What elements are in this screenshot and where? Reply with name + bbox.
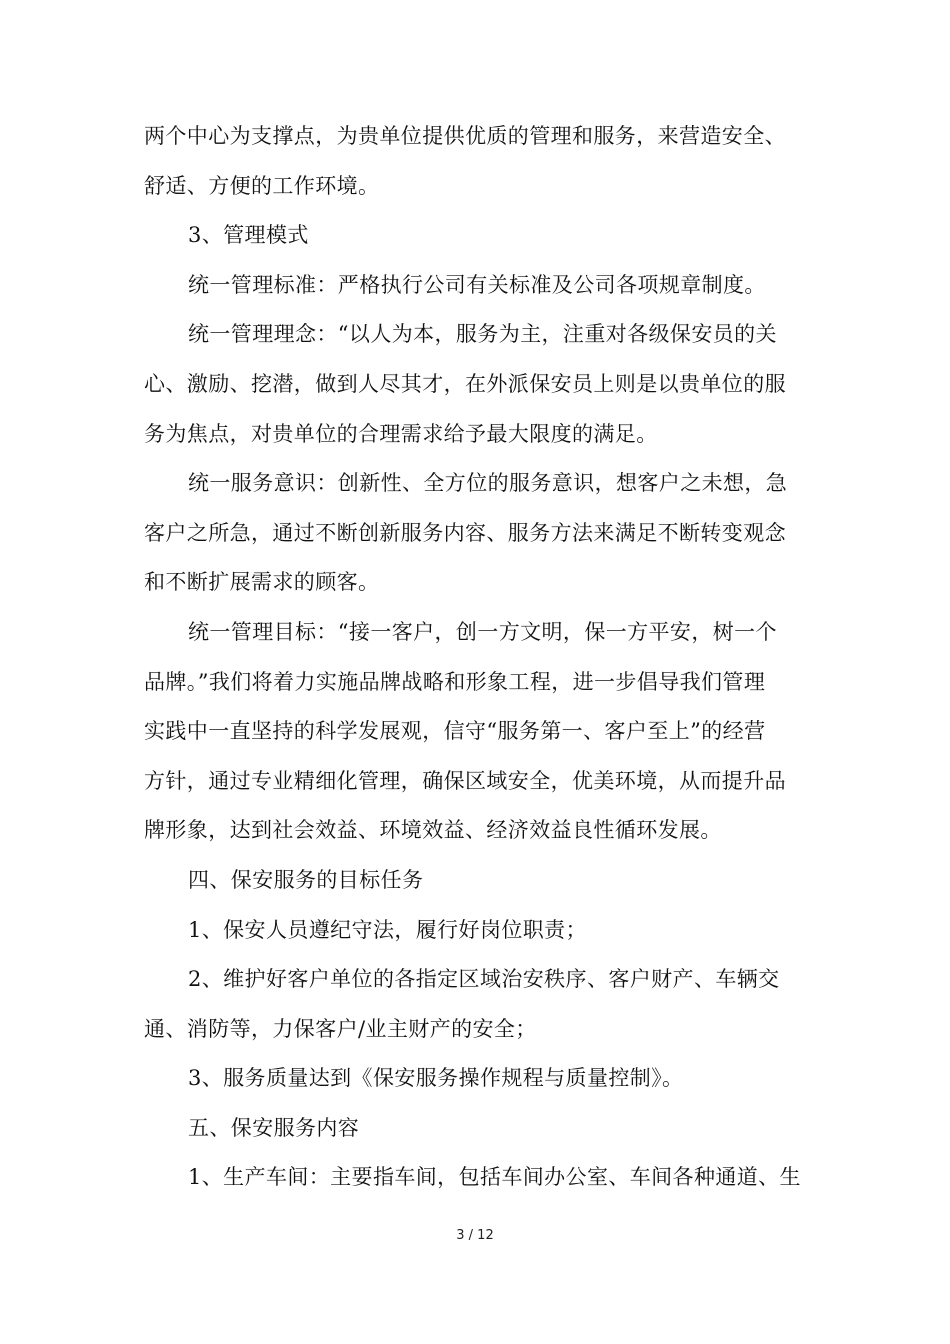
text-line: 实践中一直坚持的科学发展观，信守“服务第一、客户至上”的经营 <box>144 719 766 744</box>
text-line: 统一管理理念：“以人为本，服务为主，注重对各级保安员的关 <box>188 322 777 347</box>
list-item: 1、保安人员遵纪守法，履行好岗位职责； <box>188 917 587 942</box>
text-line: 品牌。”我们将着力实施品牌战略和形象工程，进一步倡导我们管理 <box>144 669 766 694</box>
text-line: 和不断扩展需求的顾客。 <box>144 570 380 595</box>
text-line: 舒适、方便的工作环境。 <box>144 173 380 198</box>
text-line: 统一服务意识：创新性、全方位的服务意识，想客户之未想，急 <box>188 471 788 496</box>
page-number: 3 / 12 <box>456 1228 494 1243</box>
list-item: 2、维护好客户单位的各指定区域治安秩序、客户财产、车辆交 <box>188 967 780 992</box>
list-item: 1、生产车间：主要指车间，包括车间办公室、车间各种通道、生 <box>188 1165 801 1190</box>
list-item: 3、服务质量达到《保安服务操作规程与质量控制》。 <box>188 1066 684 1091</box>
text-line: 通、消防等，力保客户/业主财产的安全； <box>144 1016 537 1041</box>
document-body <box>144 112 814 1203</box>
text-line: 心、激励、挖潜，做到人尽其才，在外派保安员上则是以贵单位的服 <box>144 371 786 396</box>
text-line: 两个中心为支撑点，为贵单位提供优质的管理和服务，来营造安全、 <box>144 124 786 148</box>
section-heading-management-mode: 3、管理模式 <box>188 223 309 248</box>
text-line: 方针，通过专业精细化管理，确保区域安全，优美环境，从而提升品 <box>144 768 786 793</box>
text-line: 客户之所急，通过不断创新服务内容、服务方法来满足不断转变观念 <box>144 520 786 545</box>
text-line: 牌形象，达到社会效益、环境效益、经济效益良性循环发展。 <box>144 818 722 843</box>
text-line: 务为焦点，对贵单位的合理需求给予最大限度的满足。 <box>144 421 658 446</box>
text-line: 统一管理目标：“接一客户，创一方文明，保一方平安，树一个 <box>188 619 777 644</box>
section-heading-service-content: 五、保安服务内容 <box>188 1115 360 1140</box>
section-heading-objectives: 四、保安服务的目标任务 <box>188 867 424 892</box>
text-line: 统一管理标准：严格执行公司有关标准及公司各项规章制度。 <box>188 272 766 297</box>
body-text <box>144 112 814 1203</box>
